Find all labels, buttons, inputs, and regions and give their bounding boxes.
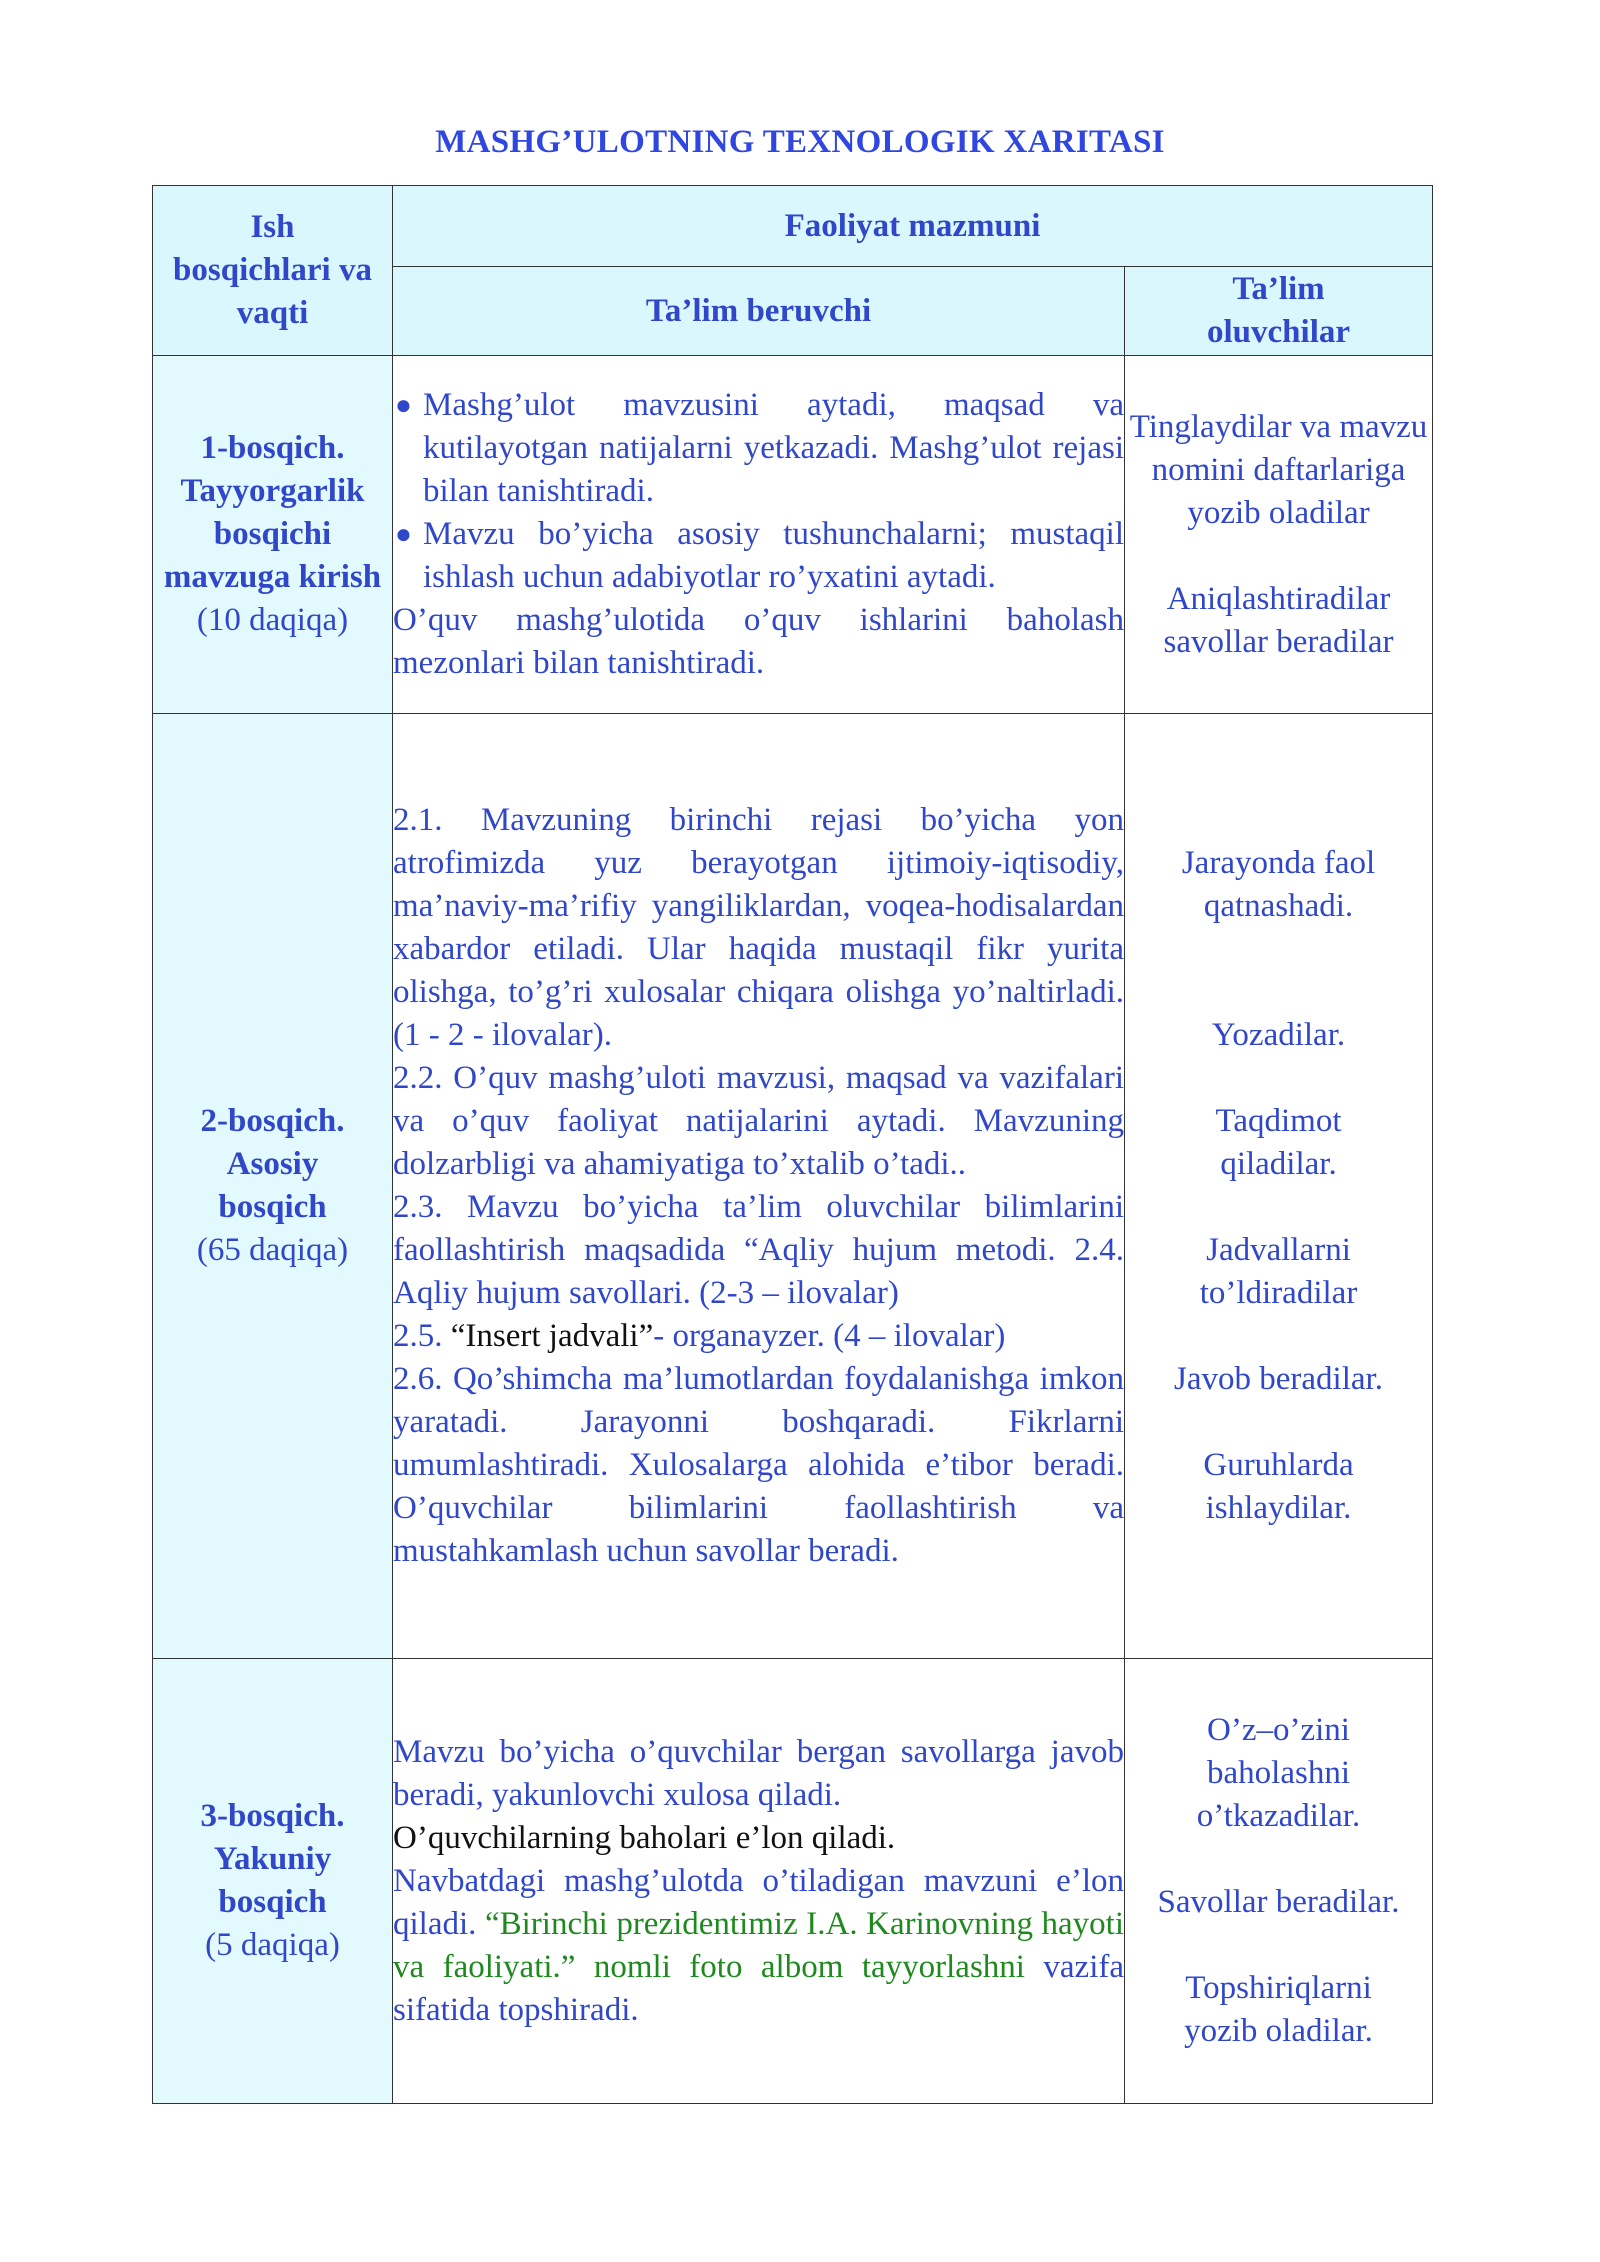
- student-activity: O’z–o’zini baholashni o’tkazadilar.: [1196, 1712, 1361, 1834]
- teacher-text: Mavzu bo’yicha o’quvchilar bergan savollarga javob beradi, yakunlovchi xulosa qiladi.: [393, 1733, 1124, 1813]
- stage-cell: [153, 1659, 393, 2104]
- stage-cell: [153, 714, 393, 1659]
- student-activity: Taqdimot qiladilar.: [1215, 1103, 1342, 1182]
- student-activity: Aniqlashtiradilar savollar beradilar: [1163, 580, 1394, 660]
- teacher-cell: [393, 714, 1125, 1659]
- table-row: [153, 1659, 1433, 2104]
- student-activity: Savollar beradilar.: [1157, 1884, 1400, 1920]
- student-activity: Tinglaydilar va mavzu nomini daftarlariga yozib oladilar: [1129, 408, 1428, 531]
- list-item: ● Mavzu bo’yicha asosiy tushunchalarni; mustaqil ishlash uchun adabiyotlar ro’yxatini aytadi.: [393, 513, 1124, 599]
- students-cell: [1125, 714, 1433, 1659]
- header-stages: Ish bosqichlari va vaqti: [153, 186, 393, 356]
- teacher-text: Navbatdagi mashg’ulotda o’tiladigan mavzuni e’lon qiladi. “Birinchi prezidentimiz I.A. Karinovning hayoti va faoliyati.” nomli foto albom tayyorlashni vazifa sifatida topshiradi.: [393, 1862, 1125, 2028]
- student-activity: Yozadilar.: [1211, 1017, 1346, 1053]
- students-cell: [1125, 1659, 1433, 2104]
- list-item: ● Mashg’ulot mavzusini aytadi, maqsad va kutilayotgan natijalarni yetkazadi. Mashg’ulot rejasi bilan tanishtiradi.: [393, 384, 1124, 513]
- header-teacher: Ta’lim beruvchi: [393, 267, 1125, 356]
- stage-time: (65 daqiqa): [196, 1232, 349, 1268]
- teacher-text: 2.1. Mavzuning birinchi rejasi bo’yicha yon atrofimizda yuz berayotgan ijtimoiy-iqtisodiy, ma’naviy-ma’rifiy yangiliklardan, voqea-hodisalardan xabardor etiladi. Ular haqida mustaqil fikr yurita olishga, to’g’ri xulosalar chiqara olishga yo’naltirladi. (1 - 2 - ilovalar).: [393, 802, 1124, 1053]
- page-title: MASHG’ULOTNING TEXNOLOGIK XARITASI: [435, 124, 1165, 160]
- stage-time: (5 daqiqa): [205, 1927, 340, 1963]
- header-activity: Faoliyat mazmuni: [393, 186, 1433, 267]
- stage-name: 1-bosqich. Tayyorgarlik bosqichi mavzuga kirish: [163, 430, 382, 595]
- teacher-cell: [393, 1659, 1125, 2104]
- student-activity: Jarayonda faol qatnashadi.: [1181, 845, 1376, 924]
- teacher-text: O’quv mashg’ulotida o’quv ishlarini baholash mezonlari bilan tanishtiradi.: [393, 602, 1124, 681]
- teacher-text: 2.6. Qo’shimcha ma’lumotlardan foydalanishga imkon yaratadi. Jarayonni boshqaradi. Fikrlarni umumlashtiradi. Xulosalarga alohida e’tibor beradi. O’quvchilar bilimlarini faollashtirish va mustahkamlash uchun savollar beradi.: [393, 1361, 1124, 1569]
- header-students: Ta’lim oluvchilar: [1125, 267, 1433, 356]
- teacher-text: 2.3. Mavzu bo’yicha ta’lim oluvchilar bilimlarini faollashtirish maqsadida “Aqliy hujum metodi. 2.4. Aqliy hujum savollari. (2-3 – ilovalar): [393, 1189, 1124, 1311]
- stage-time: (10 daqiqa): [196, 602, 349, 638]
- student-activity: Javob beradilar.: [1174, 1361, 1383, 1397]
- bullet-icon: ●: [395, 519, 412, 550]
- students-cell: [1125, 356, 1433, 714]
- student-activity: Topshiriqlarni yozib oladilar.: [1184, 1970, 1373, 2049]
- table-row: [153, 356, 1433, 714]
- student-activity: Jadvallarni to’ldiradilar: [1199, 1232, 1358, 1311]
- teacher-text: 2.5. “Insert jadvali”- organayzer. (4 – ilovalar): [393, 1318, 1006, 1354]
- stage-cell: [153, 356, 393, 714]
- teacher-text: O’quvchilarning baholari e’lon qiladi.: [393, 1819, 896, 1856]
- bullet-icon: ●: [395, 390, 412, 421]
- teacher-text: 2.2. O’quv mashg’uloti mavzusi, maqsad va vazifalari va o’quv faoliyat natijalarini aytadi. Mavzuning dolzarbligi va ahamiyatiga to’xtalib o’tadi..: [393, 1060, 1124, 1182]
- table-row: [153, 714, 1433, 1659]
- teacher-cell: [393, 356, 1125, 714]
- technology-map-table: [152, 185, 1433, 2104]
- stage-name: 2-bosqich. Asosiy bosqich: [200, 1103, 345, 1225]
- student-activity: Guruhlarda ishlaydilar.: [1203, 1447, 1354, 1526]
- stage-name: 3-bosqich. Yakuniy bosqich: [200, 1798, 345, 1920]
